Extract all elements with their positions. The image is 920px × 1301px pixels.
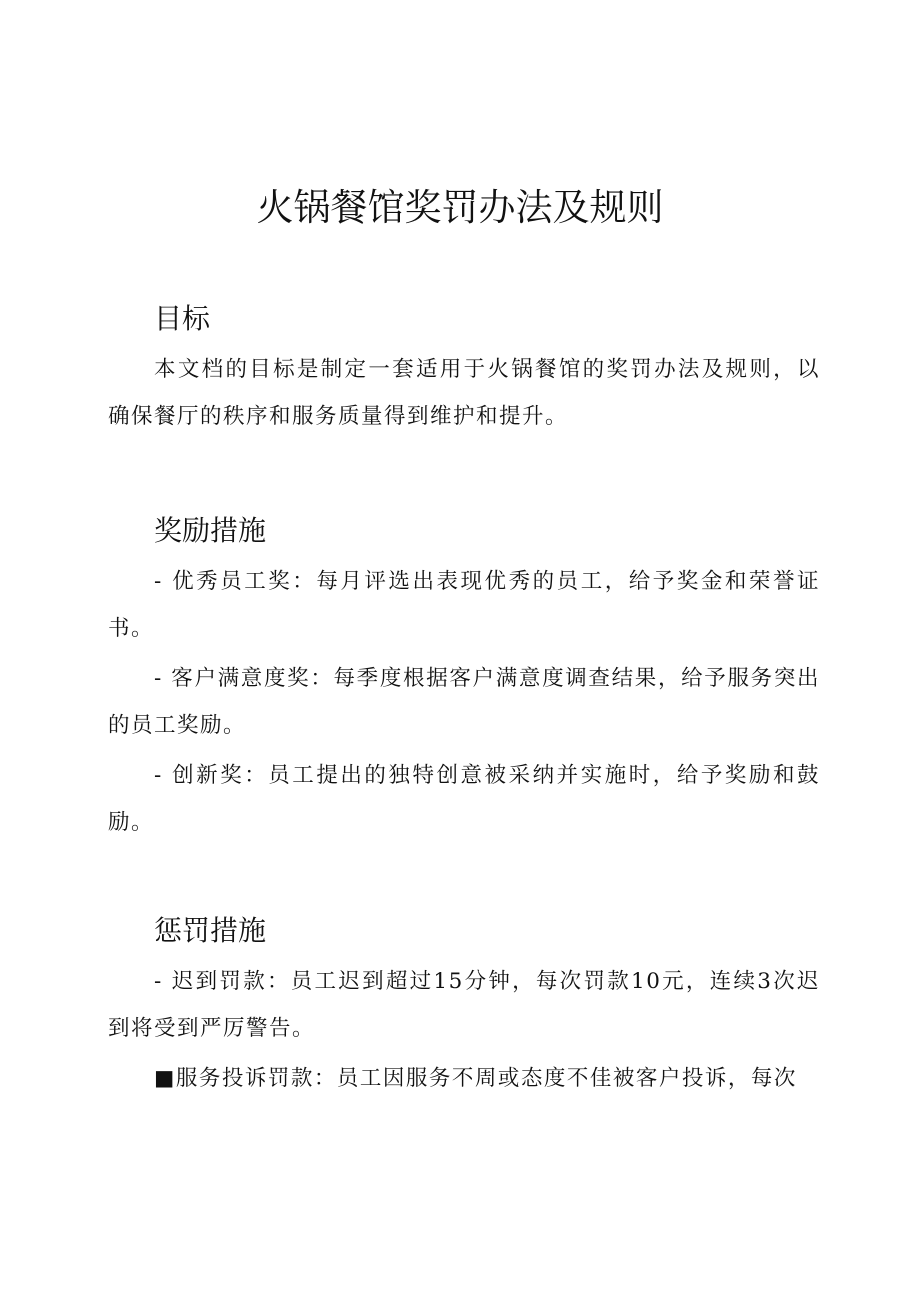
- section-heading-penalties: 惩罚措施: [154, 914, 267, 947]
- penalty-item-lateness: - 迟到罚款：员工迟到超过15分钟，每次罚款10元，连续3次迟到将受到严厉警告。: [108, 969, 820, 1041]
- section-heading-rewards: 奖励措施: [154, 514, 267, 547]
- goal-paragraph: 本文档的目标是制定一套适用于火锅餐馆的奖罚办法及规则，以确保餐厅的秩序和服务质量得到维护和提升。: [108, 357, 820, 429]
- reward-item-innovation: - 创新奖：员工提出的独特创意被采纳并实施时，给予奖励和鼓励。: [108, 763, 820, 835]
- reward-item-excellent-employee: - 优秀员工奖：每月评选出表现优秀的员工，给予奖金和荣誉证书。: [108, 569, 820, 641]
- penalty-item-service-complaint: ■服务投诉罚款：员工因服务不周或态度不佳被客户投诉，每次: [154, 1066, 797, 1091]
- reward-item-customer-satisfaction: - 客户满意度奖：每季度根据客户满意度调查结果，给予服务突出的员工奖励。: [108, 666, 820, 738]
- section-heading-goal: 目标: [154, 302, 211, 335]
- section-rewards: [108, 511, 820, 846]
- section-penalties: [108, 911, 820, 1102]
- document-title: 火锅餐馆奖罚办法及规则: [256, 186, 664, 229]
- section-goal: [108, 299, 820, 440]
